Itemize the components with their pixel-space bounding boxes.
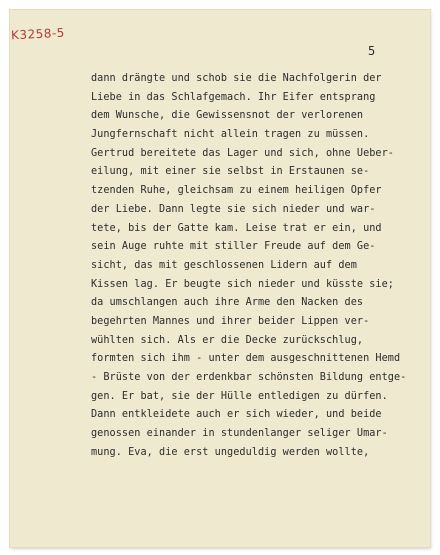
- text-line: gen. Er bat, sie der Hülle entledigen zu dürfen.: [91, 390, 388, 402]
- text-line: genossen einander in stundenlanger seliger Umar-: [91, 428, 388, 440]
- text-line: - Brüste von der erdenkbar schönsten Bildung entge-: [91, 372, 407, 383]
- text-line: begehrten Mannes und ihrer beider Lippen ver-: [91, 315, 370, 327]
- text-line: tzenden Ruhe, gleichsam zu einem heiligen Opfer: [91, 185, 382, 197]
- text-line: tete, bis der Gatte kam. Leise trat er ein, und: [91, 222, 382, 234]
- text-line: Liebe in das Schlafgemach. Ihr Eifer entsprang: [91, 91, 376, 103]
- text-line: eilung, mit einer sie selbst in Erstaunen se-: [91, 166, 370, 178]
- text-line: Dann entkleidete auch er sich wieder, und beide: [91, 409, 382, 421]
- typed-text-body: [91, 70, 421, 462]
- archive-mark: K3258-5: [10, 25, 66, 43]
- text-line: Jungfernschaft nicht allein tragen zu müssen.: [91, 129, 370, 141]
- text-line: Kissen lag. Er beugte sich nieder und küsste sie;: [91, 278, 394, 290]
- document-page: [10, 10, 430, 547]
- text-line: sein Auge ruhte mit stiller Freude auf dem Ge-: [91, 241, 376, 253]
- text-line: dann drängte und schob sie die Nachfolgerin der: [91, 73, 382, 84]
- text-line: mung. Eva, die erst ungeduldig werden wollte,: [91, 446, 370, 458]
- page-number: 5: [368, 44, 376, 58]
- text-line: Gertrud bereitete das Lager und sich, ohne Ueber-: [91, 147, 394, 159]
- text-line: der Liebe. Dann legte sie sich nieder und war-: [91, 203, 376, 215]
- text-line: da umschlangen auch ihre Arme den Nacken des: [91, 297, 364, 309]
- text-line: sicht, das mit geschlossenen Lidern auf dem: [91, 259, 357, 271]
- text-line: formten sich ihm - unter dem ausgeschnittenen Hemd: [91, 353, 401, 365]
- text-line: wühlten sich. Als er die Decke zurückschlug,: [91, 334, 364, 346]
- text-line: dem Wunsche, die Gewissensnot der verlorenen: [91, 110, 364, 122]
